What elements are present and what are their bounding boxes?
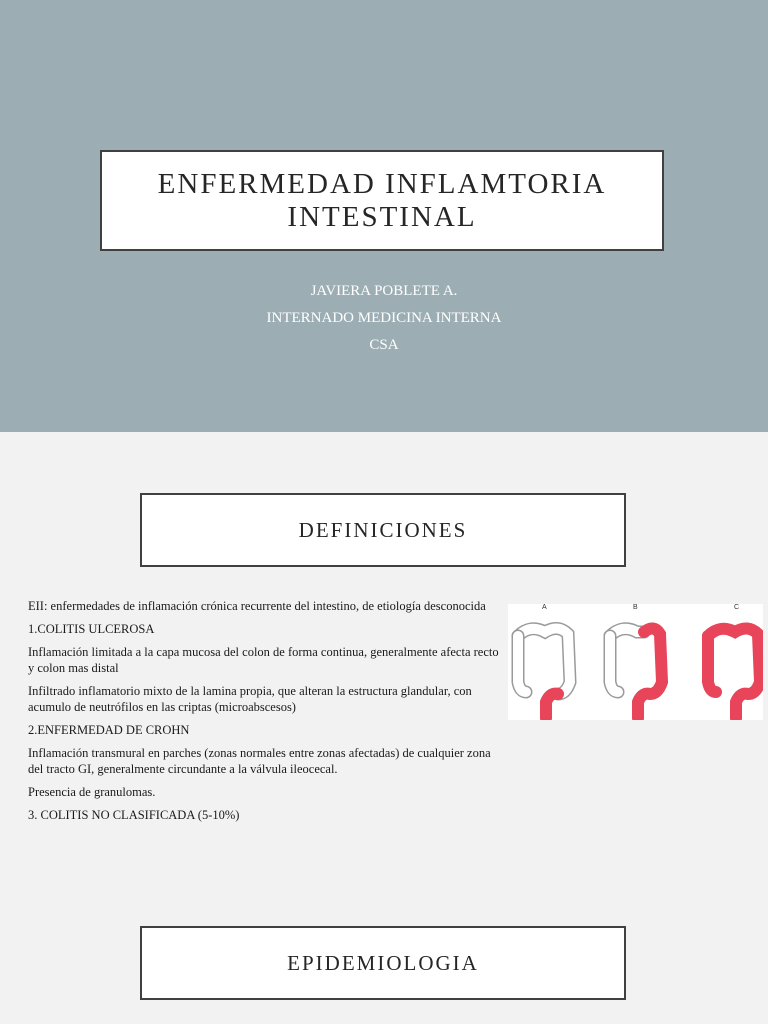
definiciones-heading: DEFINICIONES xyxy=(298,517,468,542)
title-line-2: INTESTINAL xyxy=(287,200,477,233)
paragraph-cnc: 3. COLITIS NO CLASIFICADA (5-10%) xyxy=(28,808,240,822)
program-name: INTERNADO MEDICINA INTERNA xyxy=(266,310,502,326)
paragraph-ec-1: Inflamación transmural en parches (zonas normales entre zonas afectadas) de cualquier zona del tracto GI, generalmente circundante a la válvula ileocecal. xyxy=(28,746,491,776)
figure-label-a: A xyxy=(542,604,547,611)
epidemiologia-heading-box xyxy=(140,926,626,1000)
definiciones-heading-box xyxy=(140,493,626,567)
colon-c-icon xyxy=(708,628,760,718)
subtitle xyxy=(0,278,768,359)
title-slide xyxy=(0,0,768,432)
paragraph-cu-1: Inflamación limitada a la capa mucosa del colon de forma continua, generalmente afecta recto y colon mas distal xyxy=(28,645,499,675)
paragraph-ec-title: 2.ENFERMEDAD DE CROHN xyxy=(28,723,190,737)
paragraph-ec-2: Presencia de granulomas. xyxy=(28,785,156,799)
figure-label-b: B xyxy=(633,604,638,611)
title-line-1: ENFERMEDAD INFLAMTORIA xyxy=(157,167,607,200)
title-box xyxy=(100,150,664,251)
author-name: JAVIERA POBLETE A. xyxy=(310,283,458,299)
colon-diagrams xyxy=(508,604,763,720)
paragraph-cu-title: 1.COLITIS ULCEROSA xyxy=(28,622,155,636)
epidemiologia-heading: EPIDEMIOLOGIA xyxy=(287,950,479,975)
paragraph-cu-2: Infiltrado inflamatorio mixto de la lamina propia, que alteran la estructura glandular, con acumulo de neutrófilos en las criptas (microabscesos) xyxy=(28,684,472,714)
paragraph-eii: EII: enfermedades de inflamación crónica recurrente del intestino, de etiología desconocida xyxy=(28,599,486,613)
institution-name: CSA xyxy=(369,337,399,353)
colon-b-icon xyxy=(610,628,662,718)
definitions-body xyxy=(28,598,506,830)
colon-a-icon xyxy=(518,628,570,718)
colon-illustration xyxy=(508,604,763,720)
figure-label-c: C xyxy=(734,604,740,611)
